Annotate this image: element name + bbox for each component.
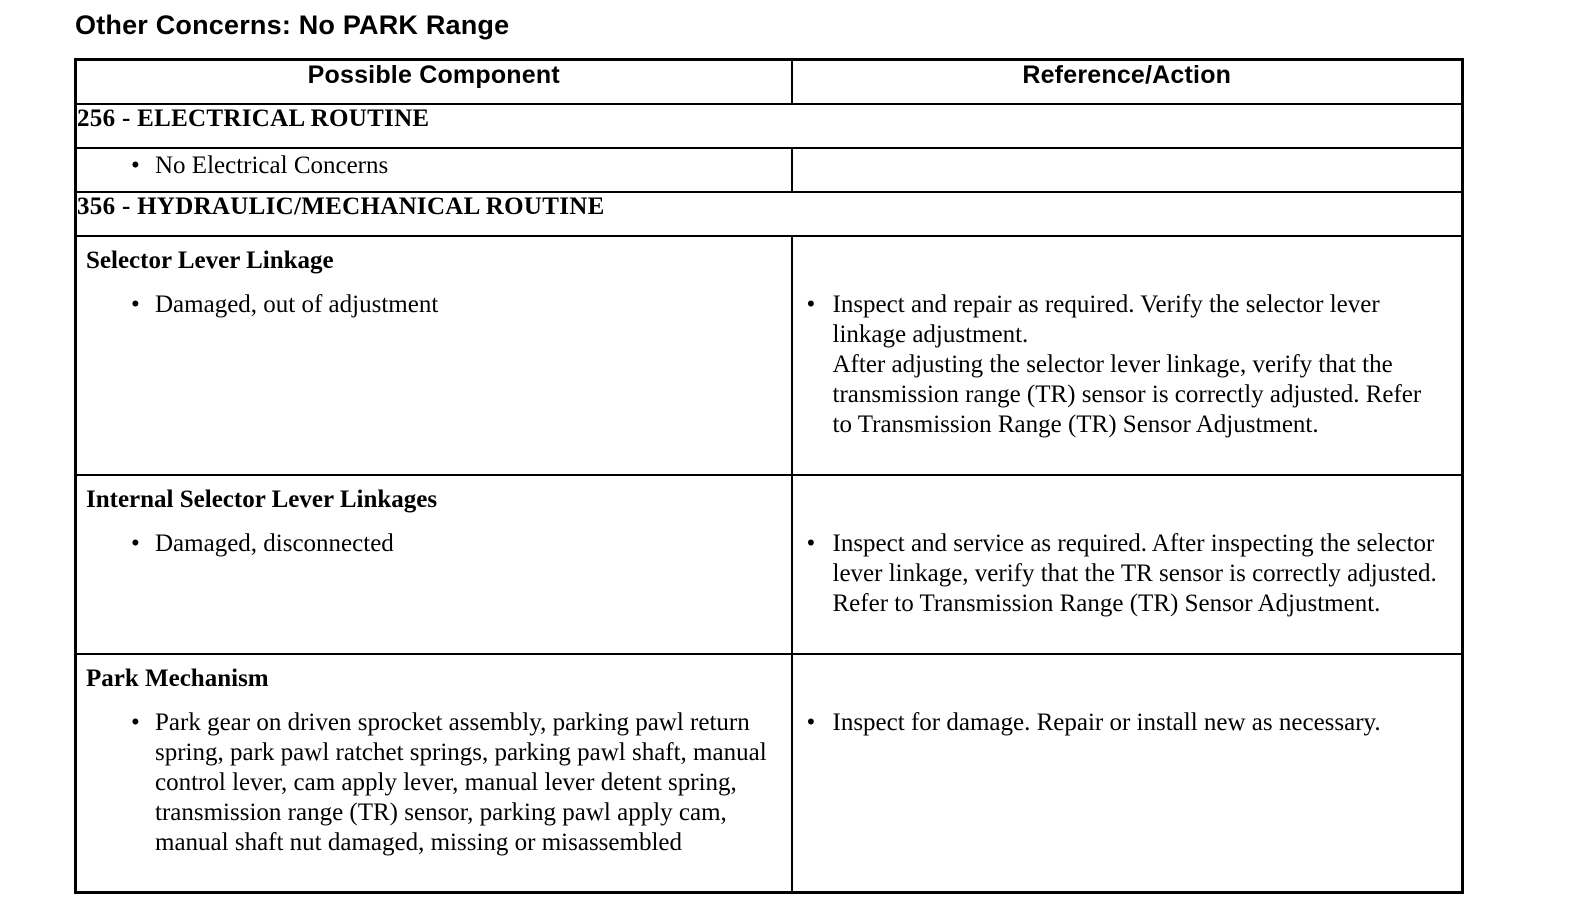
component-cell [76,148,792,192]
reference-cell [792,148,1463,192]
bullet-icon: • [806,709,816,736]
reference-cell [792,236,1463,475]
section-row-electrical [76,104,1463,148]
bullet-icon: • [131,530,140,557]
action-text: Inspect and repair as required. Verify the selector lever linkage adjustment. After adjusting the selector lever linkage, verify that the transmission range (TR) sensor is correctly adjusted. Refer to Transmission Range (TR) Sensor Adjustment. [832,291,1422,438]
section-label-electrical: 256 - ELECTRICAL ROUTINE [76,104,1463,148]
action-text: Inspect for damage. Repair or install new as necessary. [832,709,1381,736]
table-header-row [76,60,1463,105]
table-row [76,148,1463,192]
reference-cell [792,475,1463,654]
component-cell [76,475,792,654]
bullet-icon: • [131,152,140,179]
bullet-icon: • [131,291,140,318]
component-name: Park Mechanism [86,665,269,692]
condition-text: No Electrical Concerns [155,152,389,179]
column-header-component: Possible Component [76,60,792,105]
section-row-hydraulic [76,192,1463,236]
component-cell [76,654,792,892]
component-cell [76,236,792,475]
bullet-icon: • [806,530,816,557]
column-header-reference: Reference/Action [792,60,1463,105]
table-row [76,236,1463,475]
table-row [76,654,1463,892]
condition-text: Damaged, out of adjustment [155,291,439,318]
condition-text: Park gear on driven sprocket assembly, parking pawl return spring, park pawl ratchet springs, parking pawl shaft, manual control lever, cam apply lever, manual lever detent spring, transmission range (TR) sensor, parking pawl apply cam, manual shaft nut damaged, missing or misassembled [155,709,767,856]
page-title: Other Concerns: No PARK Range [75,10,510,40]
component-name: Internal Selector Lever Linkages [86,486,438,513]
table-row [76,475,1463,654]
section-label-hydraulic: 356 - HYDRAULIC/MECHANICAL ROUTINE [76,192,1463,236]
condition-text: Damaged, disconnected [155,530,394,557]
bullet-icon: • [806,291,816,318]
diagnostic-table [74,58,1464,894]
component-name: Selector Lever Linkage [86,247,334,274]
bullet-icon: • [131,709,140,736]
reference-cell [792,654,1463,892]
action-text: Inspect and service as required. After inspecting the selector lever linkage, verify that the TR sensor is correctly adjusted. Refer to Transmission Range (TR) Sensor Adjustment. [832,530,1437,617]
